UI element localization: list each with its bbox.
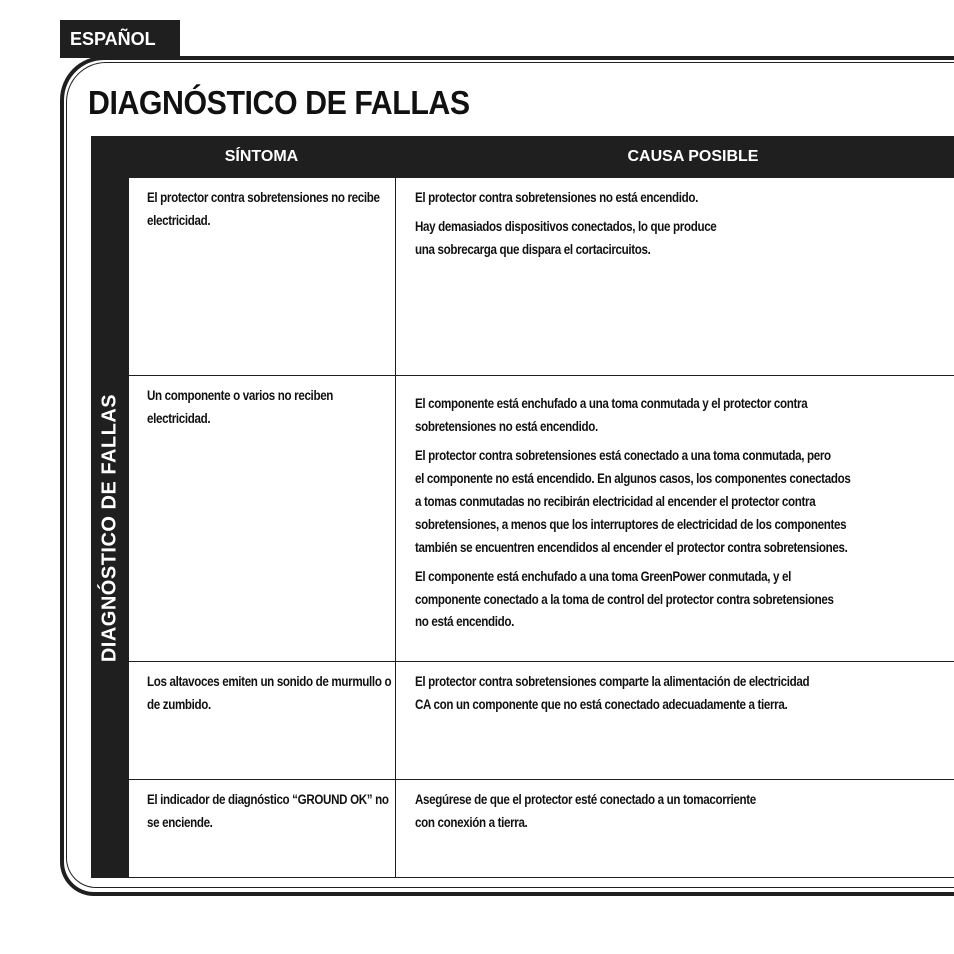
cause-text: Hay demasiados dispositivos conectados, lo que produce una sobrecarga que dispara el cortacircuitos.	[415, 218, 717, 257]
cause-cell	[396, 662, 954, 779]
cause-cell	[396, 376, 954, 661]
symptom-column-header: SÍNTOMA	[224, 148, 299, 165]
table-row	[129, 780, 954, 878]
cause-text: El protector contra sobretensiones no está encendido.	[415, 190, 699, 205]
table-row	[129, 662, 954, 780]
cause-text: El protector contra sobretensiones está conectado a una toma conmutada, pero el componente no está encendido. En algunos casos, los componentes conectados a tomas conmutadas no recibirán electricidad al encender el protector contra sobretensiones, a menos que los interruptores de electricidad de los componentes también se encuentren encendidos al encender el protector contra sobretensiones.	[415, 447, 851, 555]
cause-cell	[396, 780, 954, 877]
symptom-text: El indicador de diagnóstico “GROUND OK” no se enciende.	[147, 792, 389, 830]
symptom-cell	[129, 662, 396, 779]
symptom-text: El protector contra sobretensiones no recibe electricidad.	[147, 190, 380, 228]
symptom-cell	[129, 780, 396, 877]
cause-text: El componente está enchufado a una toma conmutada y el protector contra sobretensiones no está encendido.	[415, 396, 808, 434]
cause-cell	[396, 178, 954, 375]
cause-text: El protector contra sobretensiones comparte la alimentación de electricidad CA con un componente que no está conectado adecuadamente a tierra.	[415, 674, 810, 712]
symptom-cell	[129, 376, 396, 661]
table-header	[91, 136, 954, 178]
symptom-text: Un componente o varios no reciben electricidad.	[147, 388, 334, 426]
table-row	[129, 376, 954, 662]
troubleshooting-table	[91, 136, 954, 878]
side-section-bar	[91, 178, 129, 878]
table-row	[129, 178, 954, 376]
cause-text: El componente está enchufado a una toma GreenPower conmutada, y el componente conectado a la toma de control del protector contra sobretensiones no está encendido.	[415, 568, 834, 630]
side-section-label: DIAGNÓSTICO DE FALLAS	[98, 393, 121, 663]
cause-column-header: CAUSA POSIBLE	[627, 148, 759, 165]
language-tab: ESPAÑOL	[60, 20, 180, 58]
page-title: DIAGNÓSTICO DE FALLAS	[88, 84, 470, 121]
symptom-cell	[129, 178, 396, 375]
cause-text: Asegúrese de que el protector esté conectado a un tomacorriente con conexión a tierra.	[415, 792, 756, 830]
symptom-text: Los altavoces emiten un sonido de murmullo o de zumbido.	[147, 674, 392, 712]
